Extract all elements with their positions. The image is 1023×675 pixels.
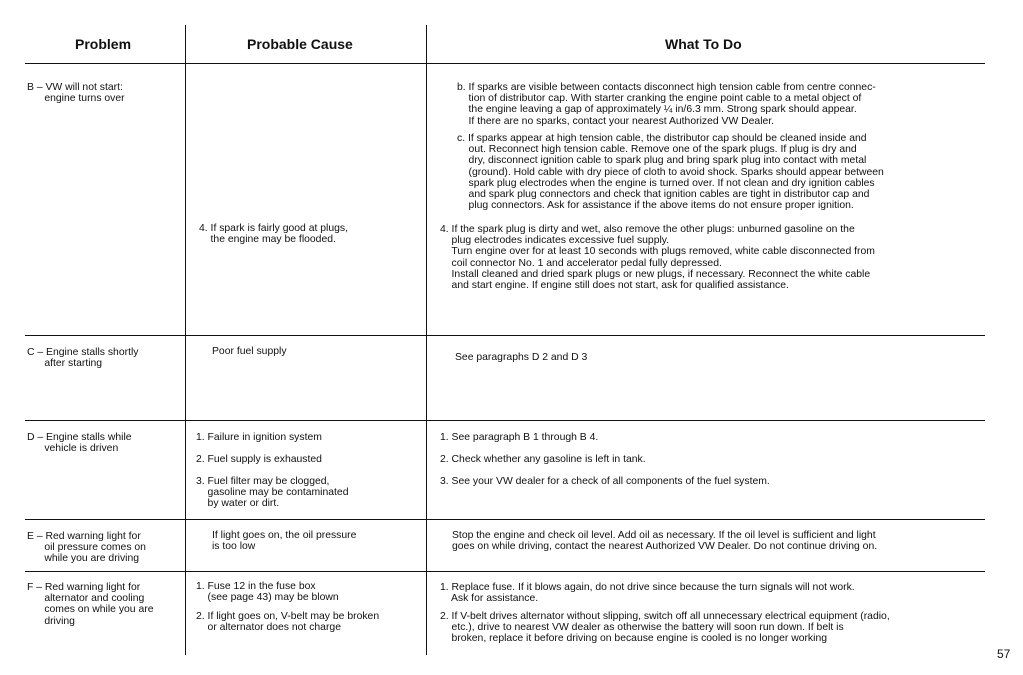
- problem-d: D – Engine stalls while vehicle is driven: [27, 432, 132, 455]
- cause-b4: 4. If spark is fairly good at plugs, the engine may be flooded.: [199, 223, 349, 246]
- todo-d3: 3. See your VW dealer for a check of all components of the fuel system.: [440, 476, 770, 487]
- cause-d1: 1. Failure in ignition system: [196, 432, 322, 443]
- column-divider-1: [185, 25, 186, 655]
- problem-f: F – Red warning light for alternator and cooling comes on while you are driving: [27, 582, 154, 627]
- todo-e: Stop the engine and check oil level. Add oil as necessary. If the oil level is sufficient and light goes on while driving, contact the nearest Authorized VW Dealer. Do not continue driving on.: [452, 530, 878, 553]
- row-divider-cd: [25, 420, 985, 421]
- page-number: 57: [997, 647, 1011, 661]
- problem-c: C – Engine stalls shortly after starting: [27, 347, 139, 370]
- todo-b-c: c. If sparks appear at high tension cable, the distributor cap should be cleaned inside and out. Reconnect high tension cable. Remove one of the spark plugs. If plug is dry and dry, disconnect ignition cable to spark plug and bring spark plug into contact with metal (ground). Hold cable with dry piece of cloth to avoid shock. Sparks should appear between spark plug electrodes when the engine is turned over. If not clean and dry ignition cables and spark plug connectors and check that ignition cables are tight in distributor cap and plug connectors. Ask for assistance if the above items do not ensure proper ignition.: [457, 133, 884, 212]
- header-what-to-do: What To Do: [665, 36, 742, 52]
- todo-f1: 1. Replace fuse. If it blows again, do not drive since because the turn signals will not work. Ask for assistance.: [440, 582, 855, 605]
- row-divider-de: [25, 519, 985, 520]
- cause-f2: 2. If light goes on, V-belt may be broken or alternator does not charge: [196, 611, 380, 634]
- todo-b-4: 4. If the spark plug is dirty and wet, also remove the other plugs: unburned gasoline on the plug electrodes indicates excessive fuel supply. Turn engine over for at least 10 seconds with plugs removed, white cable disconnected from coil connector No. 1 and accelerator pedal fully depressed. Install cleaned and dried spark plugs or new plugs, if necessary. Reconnect the white cable and start engine. If engine still does not start, ask for qualified assistance.: [440, 224, 875, 292]
- header-problem: Problem: [75, 36, 132, 52]
- row-divider-bc: [25, 335, 985, 336]
- problem-e: E – Red warning light for oil pressure comes on while you are driving: [27, 531, 146, 565]
- todo-c: See paragraphs D 2 and D 3: [455, 352, 588, 363]
- problem-b: B – VW will not start: engine turns over: [27, 82, 125, 105]
- column-divider-2: [426, 25, 427, 655]
- todo-f2: 2. If V-belt drives alternator without slipping, switch off all unnecessary electrical equipment (radio, etc.), drive to nearest VW dealer as otherwise the battery will soon run down. If belt is broken, replace it before driving on because engine is cooled is no longer working: [440, 611, 890, 645]
- cause-d2: 2. Fuel supply is exhausted: [196, 454, 322, 465]
- todo-d2: 2. Check whether any gasoline is left in tank.: [440, 454, 646, 465]
- header-rule: [25, 63, 985, 64]
- cause-c: Poor fuel supply: [212, 346, 287, 357]
- cause-d3: 3. Fuel filter may be clogged, gasoline may be contaminated by water or dirt.: [196, 476, 349, 510]
- todo-b-b: b. If sparks are visible between contacts disconnect high tension cable from centre connec- tion of distributor cap. With starter cranking the engine point cable to a metal object of the engine leaving a gap of approximately ¼ in/6.3 mm. Strong spark should appear. If there are no sparks, contact your nearest Authorized VW Dealer.: [457, 82, 876, 127]
- row-divider-ef: [25, 571, 985, 572]
- cause-f1: 1. Fuse 12 in the fuse box (see page 43) may be blown: [196, 581, 339, 604]
- todo-d1: 1. See paragraph B 1 through B 4.: [440, 432, 599, 443]
- cause-e: If light goes on, the oil pressure is too low: [212, 530, 357, 553]
- header-probable-cause: Probable Cause: [247, 36, 353, 52]
